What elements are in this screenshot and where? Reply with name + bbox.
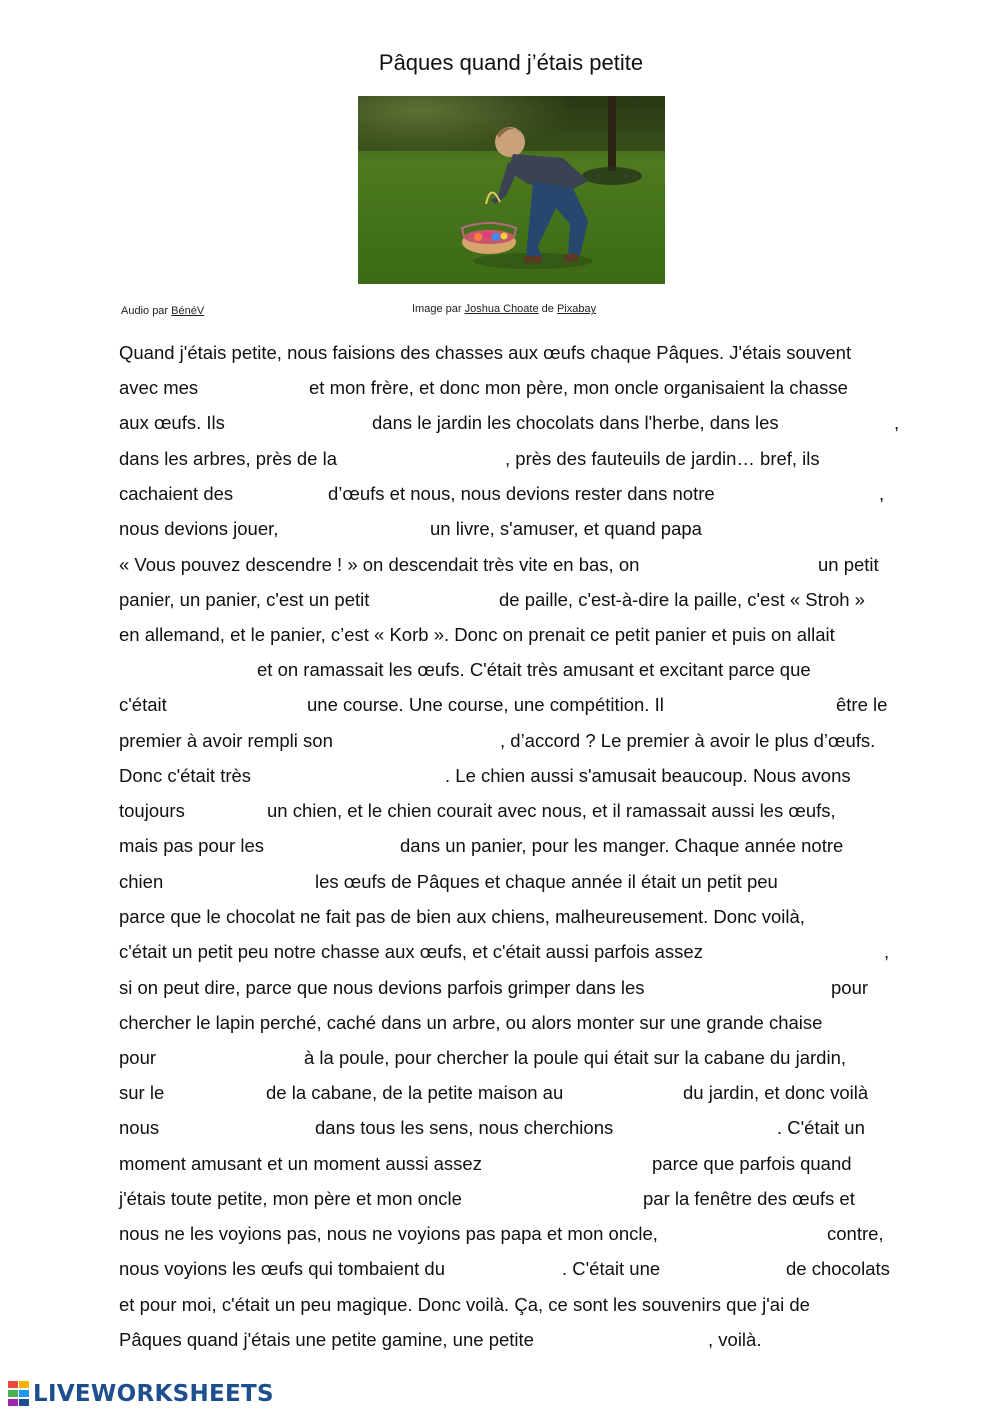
liveworksheets-logo-icon xyxy=(8,1381,30,1407)
text-segment: parce que le chocolat ne fait pas de bien aux chiens, malheureusement. Donc voilà, xyxy=(119,906,805,927)
image-credit xyxy=(412,303,596,315)
text-segment: pour xyxy=(831,977,869,998)
text-segment: chien xyxy=(119,871,164,892)
text-segment: nous devions jouer, xyxy=(119,518,279,539)
answer-blank[interactable] xyxy=(753,481,873,503)
text-segment: chercher le lapin perché, caché dans un arbre, ou alors monter sur une grande chaise xyxy=(119,1012,823,1033)
audio-credit xyxy=(121,305,204,317)
text-segment: de la cabane, de la petite maison au xyxy=(266,1082,564,1103)
text-segment: panier, un panier, c'est un petit xyxy=(119,589,370,610)
text-segment: toujours xyxy=(119,800,185,821)
text-segment: de chocolats xyxy=(786,1258,890,1279)
text-segment: parce que parfois quand xyxy=(652,1153,852,1174)
text-segment: « Vous pouvez descendre ! » on descendait très vite en bas, on xyxy=(119,554,640,575)
text-segment: un chien, et le chien courait avec nous, et il ramassait aussi les œufs, xyxy=(267,800,836,821)
answer-blank[interactable] xyxy=(731,516,881,538)
answer-blank[interactable] xyxy=(701,692,831,714)
text-segment: , voilà. xyxy=(708,1329,762,1350)
answer-blank[interactable] xyxy=(167,1115,309,1137)
text-segment: une course. Une course, une compétition. Il xyxy=(307,694,664,715)
text-segment: , xyxy=(879,483,885,504)
answer-blank[interactable] xyxy=(633,1115,773,1137)
text-segment: à la poule, pour chercher la poule qui était sur la cabane du jardin, xyxy=(304,1047,846,1068)
answer-blank[interactable] xyxy=(505,1186,637,1208)
image-author-link[interactable]: Joshua Choate xyxy=(464,303,539,315)
text-segment: . C'était une xyxy=(562,1258,661,1279)
answer-blank[interactable] xyxy=(357,728,497,750)
text-segment: les œufs de Pâques et chaque année il était un petit peu xyxy=(315,871,778,892)
text-segment: un petit xyxy=(818,554,879,575)
text-segment: d’œufs et nous, nous devions rester dans notre xyxy=(328,483,715,504)
answer-blank[interactable] xyxy=(245,481,325,503)
text-segment: cachaient des xyxy=(119,483,234,504)
text-segment: dans le jardin les chocolats dans l'herbe, dans les xyxy=(372,412,779,433)
text-segment: et mon frère, et donc mon père, mon oncle organisaient la chasse xyxy=(309,377,848,398)
answer-blank[interactable] xyxy=(355,446,501,468)
answer-blank[interactable] xyxy=(671,1256,779,1278)
image-credit-de: de xyxy=(541,303,554,315)
text-segment: mais pas pour les xyxy=(119,835,264,856)
text-segment: pour xyxy=(119,1047,157,1068)
answer-blank[interactable] xyxy=(514,1151,649,1173)
text-segment: si on peut dire, parce que nous devions parfois grimper dans les xyxy=(119,977,645,998)
answer-blank[interactable] xyxy=(753,939,879,961)
answer-blank[interactable] xyxy=(197,798,263,820)
text-segment: et on ramassait les œufs. C'était très amusant et excitant parce que xyxy=(257,659,811,680)
text-segment: , d’accord ? Le premier à avoir le plus d’œufs. xyxy=(500,730,876,751)
text-segment: nous voyions les œufs qui tombaient du xyxy=(119,1258,445,1279)
text-segment: , près des fauteuils de jardin… bref, ils xyxy=(505,448,820,469)
answer-blank[interactable] xyxy=(177,692,302,714)
text-segment: c'était un petit peu notre chasse aux œufs, et c'était aussi parfois assez xyxy=(119,941,703,962)
text-segment: moment amusant et un moment aussi assez xyxy=(119,1153,482,1174)
text-segment: Quand j'étais petite, nous faisions des chasses aux œufs chaque Pâques. J'étais souvent xyxy=(119,342,852,363)
easter-egg-hunt-photo xyxy=(358,96,665,284)
text-segment: avec mes xyxy=(119,377,199,398)
text-segment: être le xyxy=(836,694,888,715)
text-segment: par la fenêtre des œufs et xyxy=(643,1188,855,1209)
text-segment: de paille, c'est-à-dire la paille, c'est « Stroh » xyxy=(499,589,865,610)
text-segment: nous xyxy=(119,1117,160,1138)
text-segment: en allemand, et le panier, c’est « Korb ». Donc on prenait ce petit panier et puis on allait xyxy=(119,624,835,645)
answer-blank[interactable] xyxy=(171,869,311,891)
answer-blank[interactable] xyxy=(237,410,367,432)
image-source-link[interactable]: Pixabay xyxy=(556,303,597,315)
text-segment: aux œufs. Ils xyxy=(119,412,225,433)
answer-blank[interactable] xyxy=(171,1080,261,1102)
text-segment: et pour moi, c'était un peu magique. Donc voilà. Ça, ce sont les souvenirs que j'ai de xyxy=(119,1294,810,1315)
text-segment: nous ne les voyions pas, nous ne voyions pas papa et mon oncle, xyxy=(119,1223,658,1244)
text-segment: , xyxy=(894,412,900,433)
answer-blank[interactable] xyxy=(816,869,896,891)
answer-blank[interactable] xyxy=(690,975,825,997)
answer-blank[interactable] xyxy=(814,410,889,432)
answer-blank[interactable] xyxy=(696,1221,821,1243)
answer-blank[interactable] xyxy=(679,552,814,574)
text-segment: premier à avoir rempli son xyxy=(119,730,333,751)
answer-blank[interactable] xyxy=(269,763,441,785)
answer-blank[interactable] xyxy=(477,1256,557,1278)
liveworksheets-logo[interactable] xyxy=(8,1379,274,1409)
answer-blank[interactable] xyxy=(276,833,396,855)
answer-blank[interactable] xyxy=(165,1045,300,1067)
text-segment: un livre, s'amuser, et quand papa xyxy=(430,518,702,539)
text-segment: j'étais toute petite, mon père et mon oncle xyxy=(119,1188,462,1209)
text-segment: dans les arbres, près de la xyxy=(119,448,338,469)
text-segment: . C'était un xyxy=(777,1117,865,1138)
text-segment: dans un panier, pour les manger. Chaque année notre xyxy=(400,835,844,856)
text-segment: dans tous les sens, nous cherchions xyxy=(315,1117,614,1138)
audio-author-link[interactable]: BénéV xyxy=(171,305,205,317)
text-segment: Pâques quand j'étais une petite gamine, une petite xyxy=(119,1329,534,1350)
audio-credit-prefix: Audio par xyxy=(121,305,169,317)
text-segment: , xyxy=(884,941,890,962)
liveworksheets-logo-text: LIVEWORKSHEETS xyxy=(33,1381,274,1407)
text-segment: du jardin, et donc voilà xyxy=(683,1082,869,1103)
answer-blank[interactable] xyxy=(119,657,251,679)
text-segment: c'était xyxy=(119,694,167,715)
answer-blank[interactable] xyxy=(400,587,495,609)
text-segment: sur le xyxy=(119,1082,165,1103)
image-credit-prefix: Image par xyxy=(412,303,462,315)
text-segment: Donc c'était très xyxy=(119,765,252,786)
text-segment: contre, xyxy=(827,1223,884,1244)
answer-blank[interactable] xyxy=(574,1327,704,1349)
text-segment: . Le chien aussi s'amusait beaucoup. Nous avons xyxy=(445,765,851,786)
answer-blank[interactable] xyxy=(205,375,305,397)
answer-blank[interactable] xyxy=(589,1080,679,1102)
page-title: Pâques quand j’étais petite xyxy=(378,50,644,75)
answer-blank[interactable] xyxy=(299,516,424,538)
